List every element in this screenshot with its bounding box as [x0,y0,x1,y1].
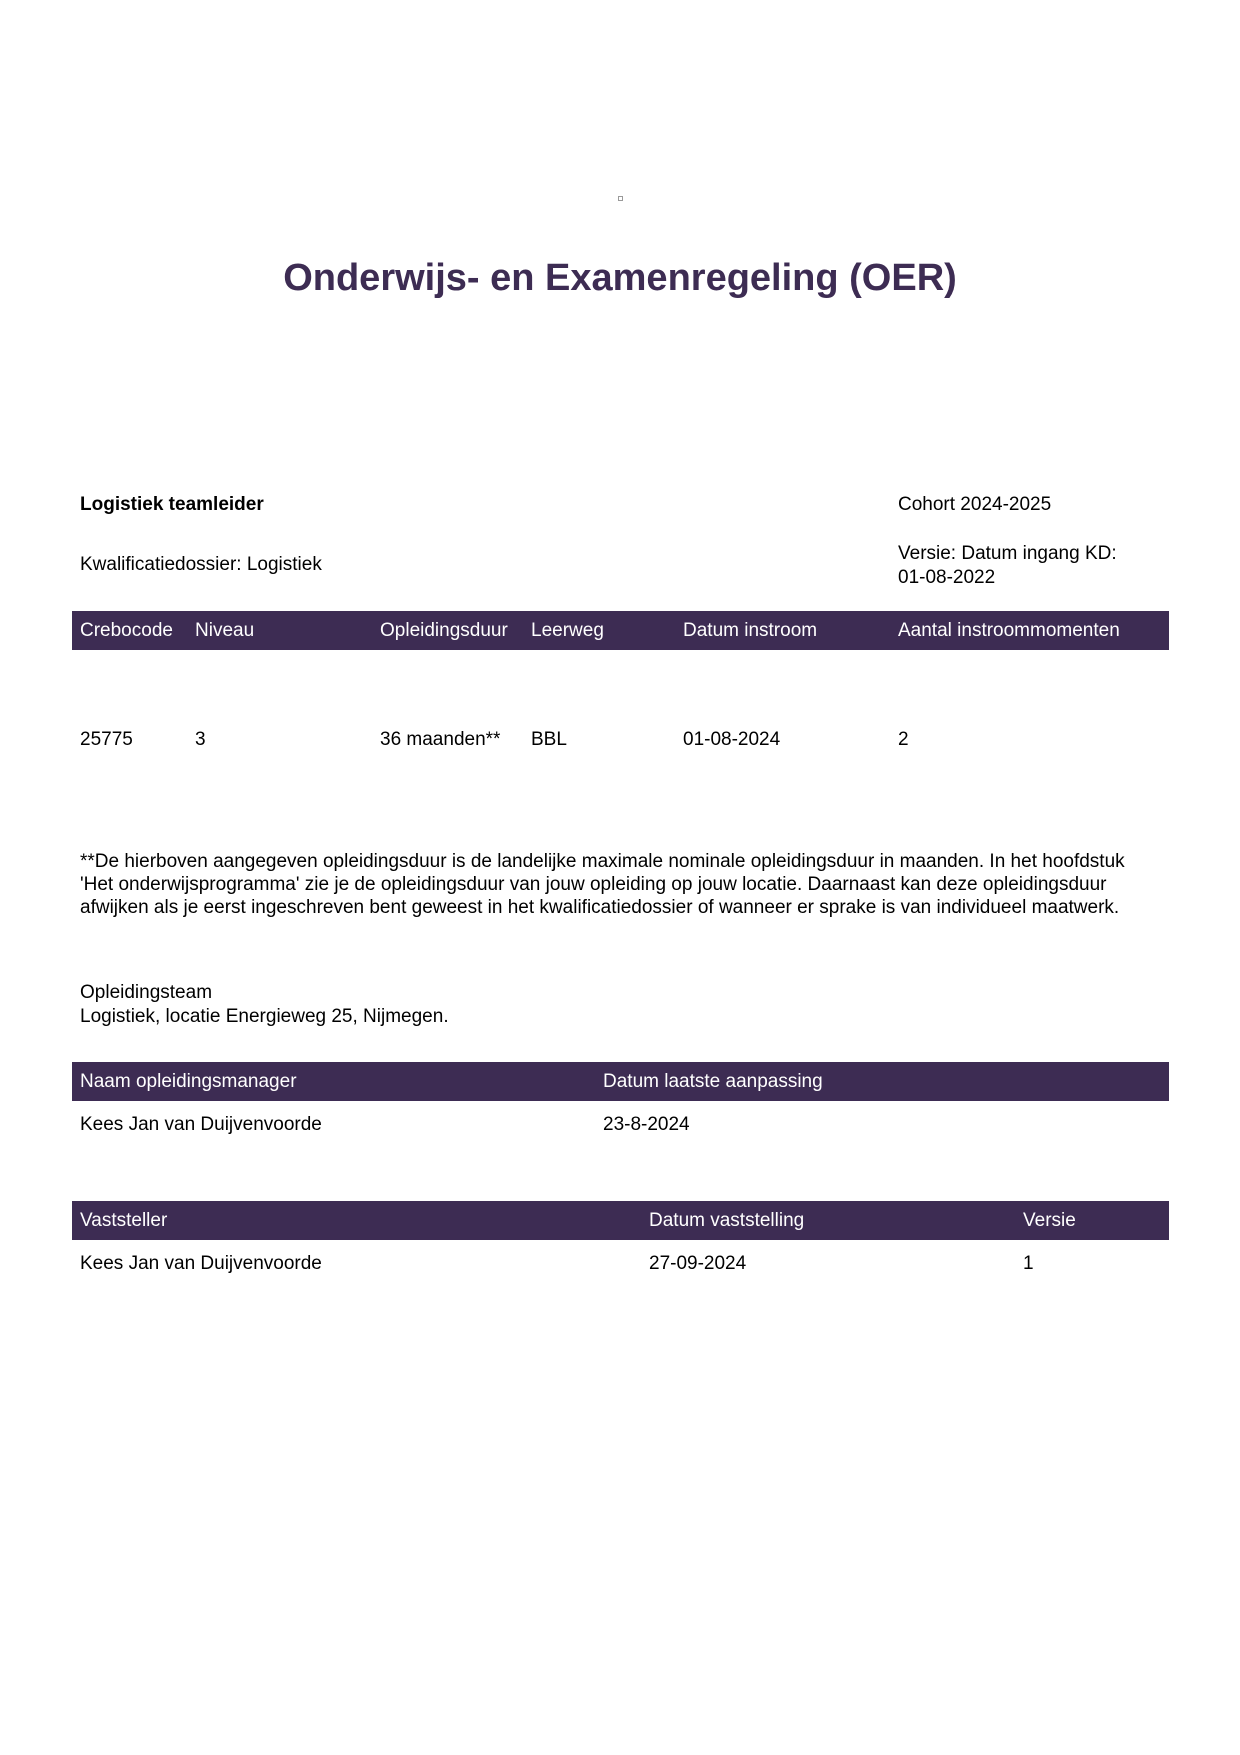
header-leerweg: Leerweg [531,620,604,641]
duration-footnote: **De hierboven aangegeven opleidingsduur is de landelijke maximale nominale opleidingsduur in maanden. In het hoofdstuk 'Het onderwijsprogramma' zie je de opleidingsduur van jouw opleiding op jouw locatie. Daarnaast kan deze opleidingsduur afwijken als je eerst ingeschreven bent geweest in het kwalificatiedossier of wanneer er sprake is van individueel maatwerk. [80,851,1125,918]
header-datum-instroom: Datum instroom [683,620,818,641]
header-vaststeller: Vaststeller [80,1210,168,1231]
cell-datum-vaststelling: 27-09-2024 [649,1253,747,1274]
header-aantal-instroommomenten: Aantal instroommomenten [898,620,1120,641]
program-table-header [72,611,1169,650]
header-naam-opleidingsmanager: Naam opleidingsmanager [80,1071,297,1092]
cell-last-modified: 23-8-2024 [603,1114,690,1135]
cell-datum-instroom: 01-08-2024 [683,729,781,750]
header-versie: Versie [1023,1210,1076,1231]
team-location: Logistiek, locatie Energieweg 25, Nijmegen. [80,1006,449,1027]
qualification-dossier: Kwalificatiedossier: Logistiek [80,554,322,575]
manager-table-header [72,1062,1169,1101]
page-title: Onderwijs- en Examenregeling (OER) [283,257,957,299]
header-opleidingsduur: Opleidingsduur [380,620,508,641]
header-datum-laatste-aanpassing: Datum laatste aanpassing [603,1071,823,1092]
cell-aantal-instroommomenten: 2 [898,729,909,750]
header-datum-vaststelling: Datum vaststelling [649,1210,805,1231]
approval-table-header [72,1201,1169,1240]
team-label: Opleidingsteam [80,982,213,1003]
cell-crebocode: 25775 [80,729,133,750]
header-niveau: Niveau [195,620,255,641]
cell-niveau: 3 [195,729,206,750]
cohort-label: Cohort 2024-2025 [898,494,1052,515]
small-square-icon [618,196,623,201]
program-name: Logistiek teamleider [80,494,264,515]
cell-vaststeller: Kees Jan van Duijvenvoorde [80,1253,322,1274]
cell-opleidingsduur: 36 maanden** [380,729,501,750]
cell-versie: 1 [1023,1253,1034,1274]
cell-leerweg: BBL [531,729,567,750]
version-line-1: Versie: Datum ingang KD: [898,543,1117,564]
cell-manager-name: Kees Jan van Duijvenvoorde [80,1114,322,1135]
header-crebocode: Crebocode [80,620,173,641]
version-line-2: 01-08-2022 [898,567,996,588]
